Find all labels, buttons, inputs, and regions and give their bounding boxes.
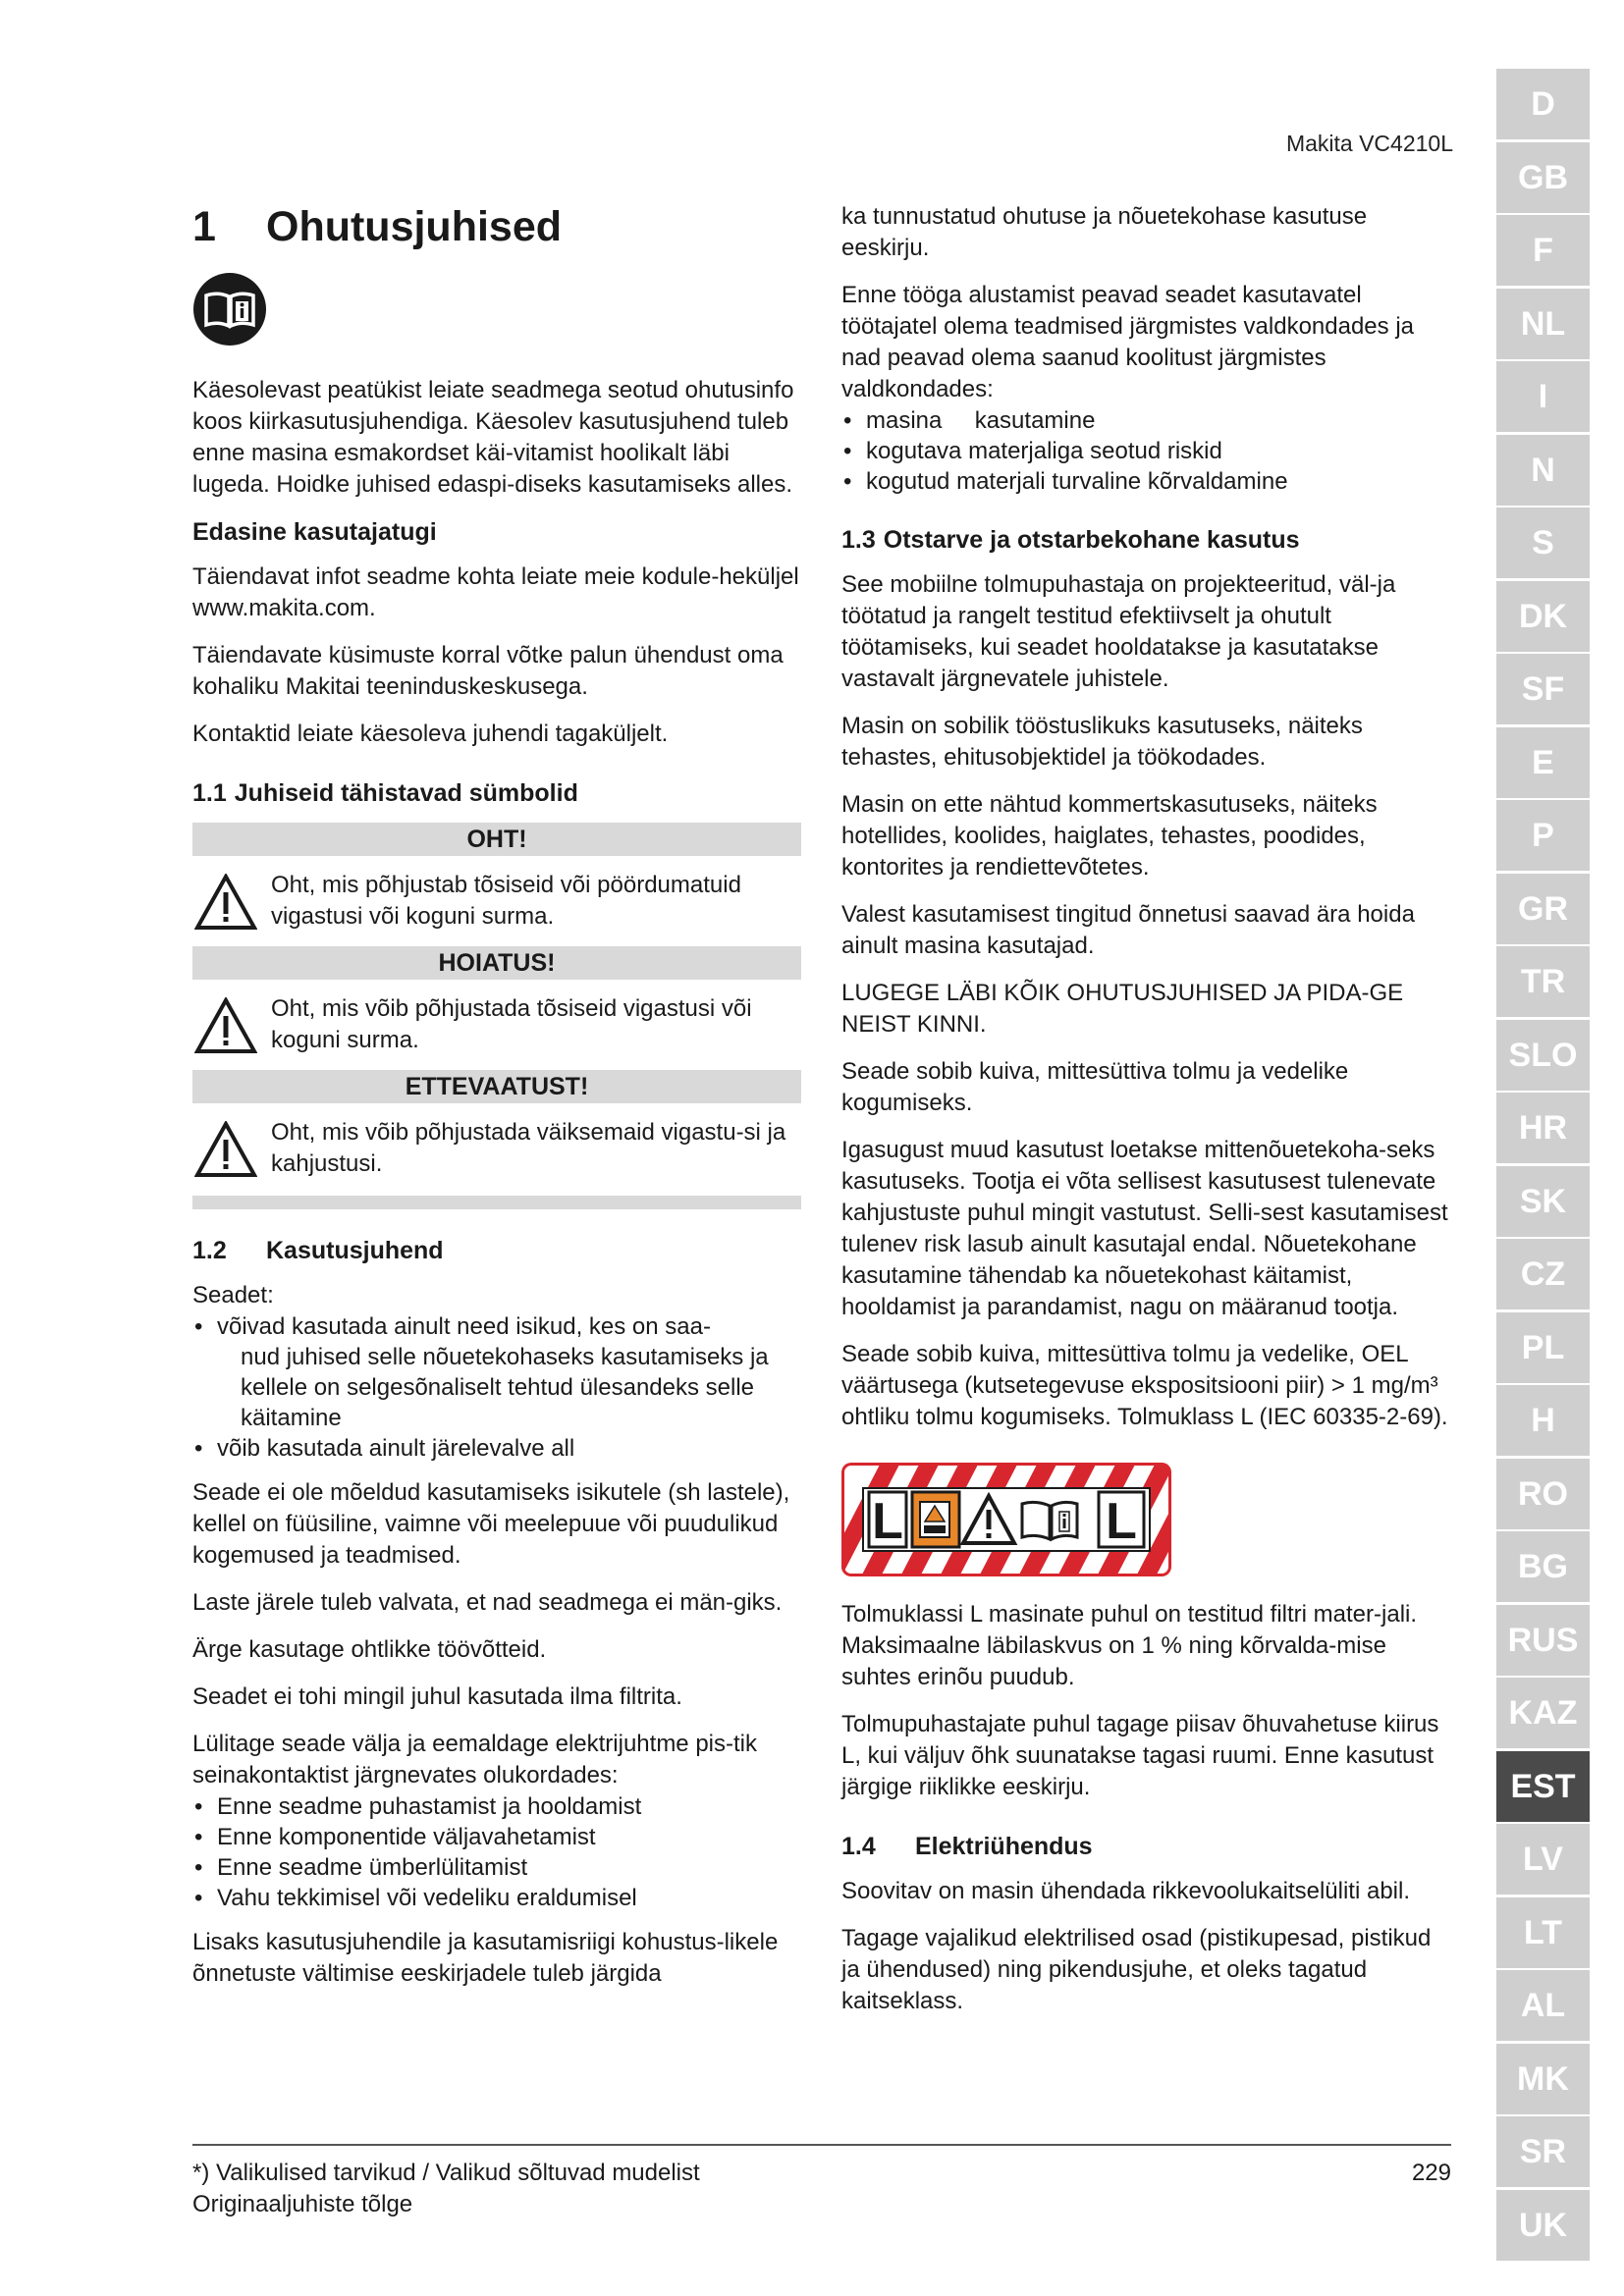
regulations-paragraph: Lisaks kasutusjuhendile ja kasutamisriigi kohustus-likele õnnetuste vältimise eeskirjadele tuleb järgida — [192, 1929, 779, 1987]
misuse-paragraph: Igasugust muud kasutust loetakse mittenõuetekoha-seks kasutuseks. Tootja ei võta sellisest kasutusest tulenevate kahjustuste puhul mingit vastutust. Selli-sest kasutamisest tulenev risk lasub ainult kasutajal endal. Nõuetekohane kasutamine tähendab ka nõuetekohast käitamist, hooldamist ja parandamist, nagu on määranud tootja. — [841, 1137, 1448, 1320]
footer-divider — [192, 2144, 1451, 2146]
lang-tab-f[interactable]: F — [1496, 215, 1590, 286]
rcd-paragraph: Soovitav on masin ühendada rikkevoolukaitselüliti abil. — [841, 1878, 1410, 1904]
lang-tab-e[interactable]: E — [1496, 727, 1590, 798]
dust-class-letter: L — [1106, 1493, 1137, 1550]
caution-text: Oht, mis võib põhjustada väiksemaid vigastu-si ja kahjustusi. — [271, 1119, 786, 1177]
dust-class-l-label — [841, 1463, 1171, 1576]
devices-label: Seadet: — [192, 1282, 274, 1308]
lang-tab-gr[interactable]: GR — [1496, 874, 1590, 944]
lang-tab-kaz[interactable]: KAZ — [1496, 1678, 1590, 1748]
warning-row — [192, 993, 801, 1056]
list-item-text: võivad kasutada ainult need isikud, kes on saa- — [217, 1313, 711, 1340]
lang-tab-est[interactable]: EST — [1496, 1751, 1590, 1822]
section-1-1-heading — [192, 777, 801, 809]
lang-tab-uk[interactable]: UK — [1496, 2190, 1590, 2261]
section-title: Kasutusjuhend — [266, 1237, 444, 1264]
devices-list — [192, 1311, 801, 1464]
read-manual-icon — [192, 272, 267, 347]
section-1-2-heading — [192, 1235, 801, 1266]
air-exchange-paragraph: Tolmupuhastajate puhul tagage piisav õhuvahetuse kiirus L, kui väljuv õhk suunatakse tagasi ruumi. Enne kasutust järgige riiklikke eeskirju. — [841, 1711, 1439, 1800]
suitable-paragraph: Seade sobib kuiva, mittesüttiva tolmu ja vedelike kogumiseks. — [841, 1058, 1349, 1116]
lang-tab-sf[interactable]: SF — [1496, 654, 1590, 724]
danger-text: Oht, mis põhjustab tõsiseid või pöördumatuid vigastusi või koguni surma. — [271, 872, 741, 930]
lang-tab-al[interactable]: AL — [1496, 1970, 1590, 2041]
training-list — [841, 405, 1450, 497]
warning-triangle-icon — [194, 1121, 257, 1178]
oel-paragraph: Seade sobib kuiva, mittesüttiva tolmu ja vedelike, OEL väärtusega (kutsetegevuse ekspositsiooni piir) > 1 mg/m³ ohtliku tolmu kogumiseks. Tolmuklass L (IEC 60335-2-69). — [841, 1341, 1448, 1430]
support-paragraph-3: Kontaktid leiate käesoleva juhendi tagaküljelt. — [192, 721, 669, 747]
section-number: 1.4 — [841, 1833, 876, 1860]
section-1-3-heading — [841, 524, 1450, 556]
lang-tab-s[interactable]: S — [1496, 507, 1590, 578]
lang-tab-h[interactable]: H — [1496, 1385, 1590, 1456]
lang-tab-mk[interactable]: MK — [1496, 2044, 1590, 2114]
continued-paragraph: ka tunnustatud ohutuse ja nõuetekohase kasutuse eeskirju. — [841, 203, 1368, 261]
read-all-paragraph: LUGEGE LÄBI KÕIK OHUTUSJUHISED JA PIDA-GE NEIST KINNI. — [841, 980, 1404, 1038]
section-title: Otstarve ja otstarbekohane kasutus — [883, 526, 1300, 554]
warning-triangle-icon — [194, 874, 257, 931]
list-item: • kogutava materjaliga seotud riskid — [841, 436, 1450, 466]
lang-tab-dk[interactable]: DK — [1496, 581, 1590, 652]
page-number: 229 — [1411, 2160, 1451, 2186]
chapter-title: Ohutusjuhised — [266, 203, 562, 250]
switch-off-paragraph: Lülitage seade välja ja eemaldage elektrijuhtme pis-tik seinakontaktist järgnevates olukordades: — [192, 1731, 757, 1789]
dust-class-letter: L — [872, 1493, 903, 1550]
list-item: • Vahu tekkimisel või vedeliku eraldumisel — [192, 1883, 801, 1913]
danger-row — [192, 870, 801, 933]
list-item: • Enne seadme ümberlülitamist — [192, 1852, 801, 1883]
footer-translation-note: Originaaljuhiste tõlge — [192, 2191, 413, 2217]
caution-row — [192, 1117, 801, 1180]
no-filter-paragraph: Seadet ei tohi mingil juhul kasutada ilma filtrita. — [192, 1683, 682, 1710]
industrial-paragraph: Masin on sobilik tööstuslikuks kasutuseks, näiteks tehastes, ehitusobjektidel ja töökodades. — [841, 713, 1363, 771]
header-model: Makita VC4210L — [1285, 131, 1453, 156]
footer-optional-note: *) Valikulised tarvikud / Valikud sõltuvad mudelist — [192, 2160, 700, 2186]
lang-tab-lv[interactable]: LV — [1496, 1824, 1590, 1895]
no-danger-paragraph: Ärge kasutage ohtlikke töövõtteid. — [192, 1636, 547, 1663]
language-tabs — [1496, 69, 1590, 2263]
mobile-paragraph: See mobiilne tolmupuhastaja on projekteeritud, väl-ja töötatud ja rangelt testitud efektiivselt ja ohutult töötamiseks, kui seadet hooldatakse ja kasutatakse vastavalt järgnevatele juhistele. — [841, 571, 1396, 692]
lang-tab-hr[interactable]: HR — [1496, 1093, 1590, 1163]
section-divider — [192, 1196, 801, 1209]
lang-tab-cz[interactable]: CZ — [1496, 1239, 1590, 1309]
lang-tab-slo[interactable]: SLO — [1496, 1020, 1590, 1091]
children-paragraph: Seade ei ole mõeldud kasutamiseks isikutele (sh lastele), kellel on füüsiline, vaimne või meelepuue või puudulikud kogemused ja teadmised. — [192, 1479, 790, 1569]
section-title: Juhiseid tähistavad sümbolid — [234, 779, 578, 807]
chapter-number: 1 — [192, 203, 216, 250]
support-heading: Edasine kasutajatugi — [192, 518, 437, 546]
intro-paragraph: Käesolevast peatükist leiate seadmega seotud ohutusinfo koos kiirkasutusjuhendiga. Käesolev kasutusjuhend tuleb enne masina esmakordset käi-vitamist hoolikalt läbi lugeda. Hoidke juhised edaspi-diseks kasutamiseks alles. — [192, 377, 794, 498]
footer-notes — [192, 2158, 700, 2220]
section-number: 1.2 — [192, 1237, 227, 1264]
danger-bar: OHT! — [192, 823, 801, 856]
lang-tab-sr[interactable]: SR — [1496, 2116, 1590, 2187]
lang-tab-i[interactable]: I — [1496, 361, 1590, 432]
list-item: • Enne seadme puhastamist ja hooldamist — [192, 1791, 801, 1822]
switch-off-list — [192, 1791, 801, 1913]
list-item — [192, 1311, 801, 1433]
warning-bar: HOIATUS! — [192, 946, 801, 980]
chapter-heading — [192, 201, 801, 252]
section-1-4-heading — [841, 1831, 1450, 1862]
right-column — [841, 201, 1450, 2033]
support-paragraph-2: Täiendavate küsimuste korral võtke palun ühendust oma kohaliku Makitai teeninduskeskusega. — [192, 642, 784, 700]
section-title: Elektriühendus — [915, 1833, 1093, 1860]
lang-tab-ro[interactable]: RO — [1496, 1459, 1590, 1529]
lang-tab-pl[interactable]: PL — [1496, 1312, 1590, 1383]
support-paragraph-1: Täiendavat infot seadme kohta leiate meie kodule-heküljel www.makita.com. — [192, 563, 799, 621]
lang-tab-lt[interactable]: LT — [1496, 1897, 1590, 1968]
list-item: • masina kasutamine — [841, 405, 1450, 436]
section-number: 1.3 — [841, 526, 876, 554]
lang-tab-sk[interactable]: SK — [1496, 1166, 1590, 1237]
lang-tab-rus[interactable]: RUS — [1496, 1605, 1590, 1676]
lang-tab-bg[interactable]: BG — [1496, 1531, 1590, 1602]
accidents-paragraph: Valest kasutamisest tingitud õnnetusi saavad ära hoida ainult masina kasutajad. — [841, 901, 1415, 959]
lang-tab-d[interactable]: D — [1496, 69, 1590, 139]
lang-tab-n[interactable]: N — [1496, 435, 1590, 506]
commercial-paragraph: Masin on ette nähtud kommertskasutuseks, näiteks hotellides, koolides, haiglates, tehastes, poodides, kontorites ja rendiettevõtetes. — [841, 791, 1378, 881]
list-item-continuation: nud juhised selle nõuetekohaseks kasutamiseks ja kellele on selgesõnaliselt tehtud ülesandeks selle käitamine — [241, 1344, 769, 1431]
lang-tab-tr[interactable]: TR — [1496, 946, 1590, 1017]
left-column — [192, 201, 801, 2005]
warning-triangle-icon — [194, 997, 257, 1054]
lang-tab-p[interactable]: P — [1496, 800, 1590, 871]
supervise-paragraph: Laste järele tuleb valvata, et nad seadmega ei män-giks. — [192, 1589, 783, 1616]
caution-bar: ETTEVAATUST! — [192, 1070, 801, 1103]
warning-text: Oht, mis võib põhjustada tõsiseid vigastusi või koguni surma. — [271, 995, 752, 1053]
protection-paragraph: Tagage vajalikud elektrilised osad (pistikupesad, pistikud ja ühendused) ning pikendusjuhe, et oleks tagatud kaitseklass. — [841, 1925, 1432, 2014]
filter-paragraph: Tolmuklassi L masinate puhul on testitud filtri mater-jali. Maksimaalne läbilaskvus on 1 % ning kõrvalda-mise suhtes erinõu puudub. — [841, 1601, 1418, 1690]
lang-tab-nl[interactable]: NL — [1496, 289, 1590, 359]
lang-tab-gb[interactable]: GB — [1496, 142, 1590, 213]
list-item: • Enne komponentide väljavahetamist — [192, 1822, 801, 1852]
section-number: 1.1 — [192, 779, 227, 807]
list-item: • kogutud materjali turvaline kõrvaldamine — [841, 466, 1450, 497]
training-paragraph: Enne tööga alustamist peavad seadet kasutavatel töötajatel olema teadmised järgmistes valdkondades ja nad peavad olema saanud koolitust järgmistes valdkondades: — [841, 282, 1414, 402]
list-item: • võib kasutada ainult järelevalve all — [192, 1433, 801, 1464]
